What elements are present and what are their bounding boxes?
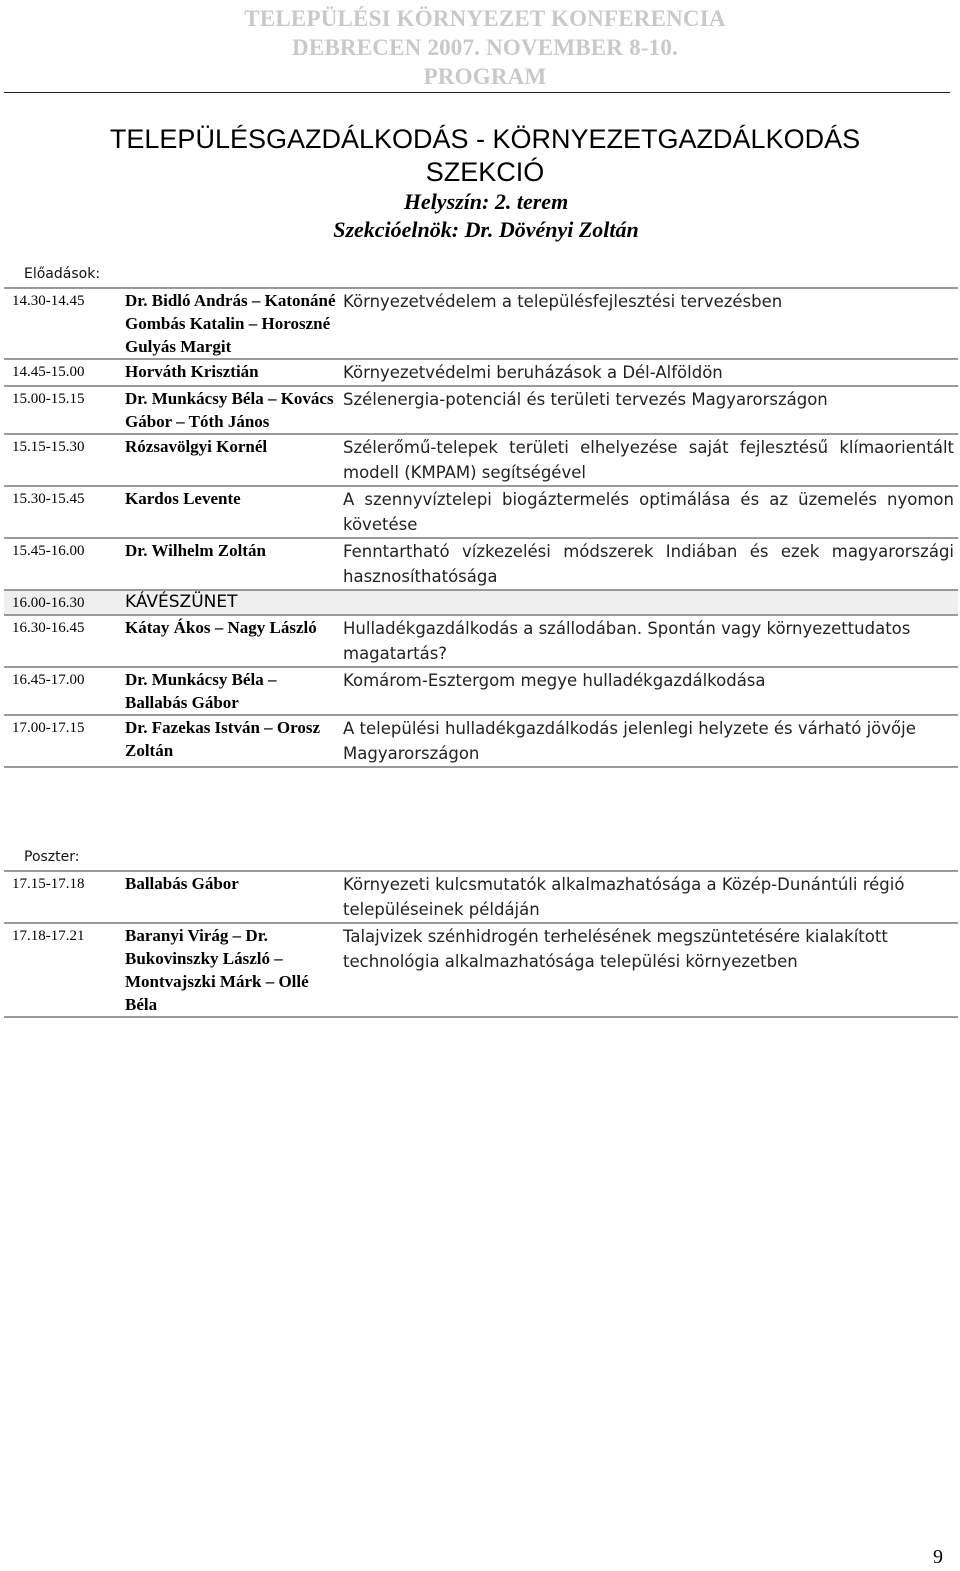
posters-label: Poszter: [24,849,80,865]
time-slot: 15.00-15.15 [4,386,125,434]
time-slot: 17.00-17.15 [4,715,125,767]
coffee-break-label: KÁVÉSZÜNET [125,590,958,615]
program-row [4,434,958,486]
talk-title: Talajvizek szénhidrogén terhelésének megszüntetésére kialakított technológia alkalmazhatósága települési környezetben [343,923,958,1017]
talk-title: Komárom-Esztergom megye hulladékgazdálkodása [343,667,958,715]
speaker-names: Kátay Ákos – Nagy László [125,615,343,667]
program-row [4,667,958,715]
program-row [4,359,958,386]
lectures-label: Előadások: [24,266,101,282]
speaker-names: Dr. Bidló András – Katonáné Gombás Katalin – Horoszné Gulyás Margit [125,288,343,359]
speaker-names: Baranyi Virág – Dr. Bukovinszky László – Montvajszki Márk – Ollé Béla [125,923,343,1017]
section-venue: Helyszín: 2. terem [403,189,569,214]
section-title-line1: TELEPÜLÉSGAZDÁLKODÁS - KÖRNYEZETGAZDÁLKODÁS [109,124,861,154]
program-row [4,615,958,667]
time-slot: 16.00-16.30 [4,590,125,615]
section-title [0,123,960,189]
time-slot: 15.30-15.45 [4,486,125,538]
time-slot: 17.18-17.21 [4,923,125,1017]
talk-title: Környezeti kulcsmutatók alkalmazhatósága a Közép-Dunántúli régió településeinek példáján [343,871,958,923]
speaker-names: Rózsavölgyi Kornél [125,434,343,486]
program-row [4,923,958,1017]
talk-title: Szélenergia-potenciál és területi tervezés Magyarországon [343,386,958,434]
page-number: 9 [933,1546,943,1568]
talk-title: A települési hulladékgazdálkodás jelenlegi helyzete és várható jövője Magyarországon [343,715,958,767]
time-slot: 16.30-16.45 [4,615,125,667]
header-location-date: DEBRECEN 2007. NOVEMBER 8-10. [292,35,678,60]
speaker-names: Dr. Munkácsy Béla – Kovács Gábor – Tóth János [125,386,343,434]
speaker-names: Dr. Wilhelm Zoltán [125,538,343,590]
talk-title: Hulladékgazdálkodás a szállodában. Spontán vagy környezettudatos magatartás? [343,615,958,667]
program-row [4,715,958,767]
lectures-table [4,287,958,768]
section-chair: Szekcióelnök: Dr. Dövényi Zoltán [333,217,639,242]
speaker-names: Dr. Munkácsy Béla – Ballabás Gábor [125,667,343,715]
posters-table [4,870,958,1018]
time-slot: 15.45-16.00 [4,538,125,590]
talk-title: A szennyvíztelepi biogáztermelés optimálása és az üzemelés nyomon követése [343,486,958,538]
running-header [0,4,960,91]
time-slot: 14.30-14.45 [4,288,125,359]
talk-title: Fenntartható vízkezelési módszerek Indiában és ezek magyarországi hasznosíthatósága [343,538,958,590]
break-row [4,590,958,615]
header-program: PROGRAM [423,64,547,89]
speaker-names: Kardos Levente [125,486,343,538]
header-rule [4,92,950,93]
time-slot: 15.15-15.30 [4,434,125,486]
program-row [4,386,958,434]
speaker-names: Dr. Fazekas István – Orosz Zoltán [125,715,343,767]
speaker-names: Ballabás Gábor [125,871,343,923]
program-row [4,871,958,923]
talk-title: Környezetvédelmi beruházások a Dél-Alföldön [343,359,958,386]
header-conference-title: TELEPÜLÉSI KÖRNYEZET KONFERENCIA [244,6,726,31]
section-title-line2: SZEKCIÓ [425,157,545,187]
program-row [4,486,958,538]
speaker-names: Horváth Krisztián [125,359,343,386]
program-row [4,288,958,359]
time-slot: 17.15-17.18 [4,871,125,923]
time-slot: 16.45-17.00 [4,667,125,715]
talk-title: Környezetvédelem a településfejlesztési tervezésben [343,288,958,359]
time-slot: 14.45-15.00 [4,359,125,386]
talk-title: Szélerőmű-telepek területi elhelyezése saját fejlesztésű klímaorientált modell (KMPAM) segítségével [343,434,958,486]
program-row [4,538,958,590]
